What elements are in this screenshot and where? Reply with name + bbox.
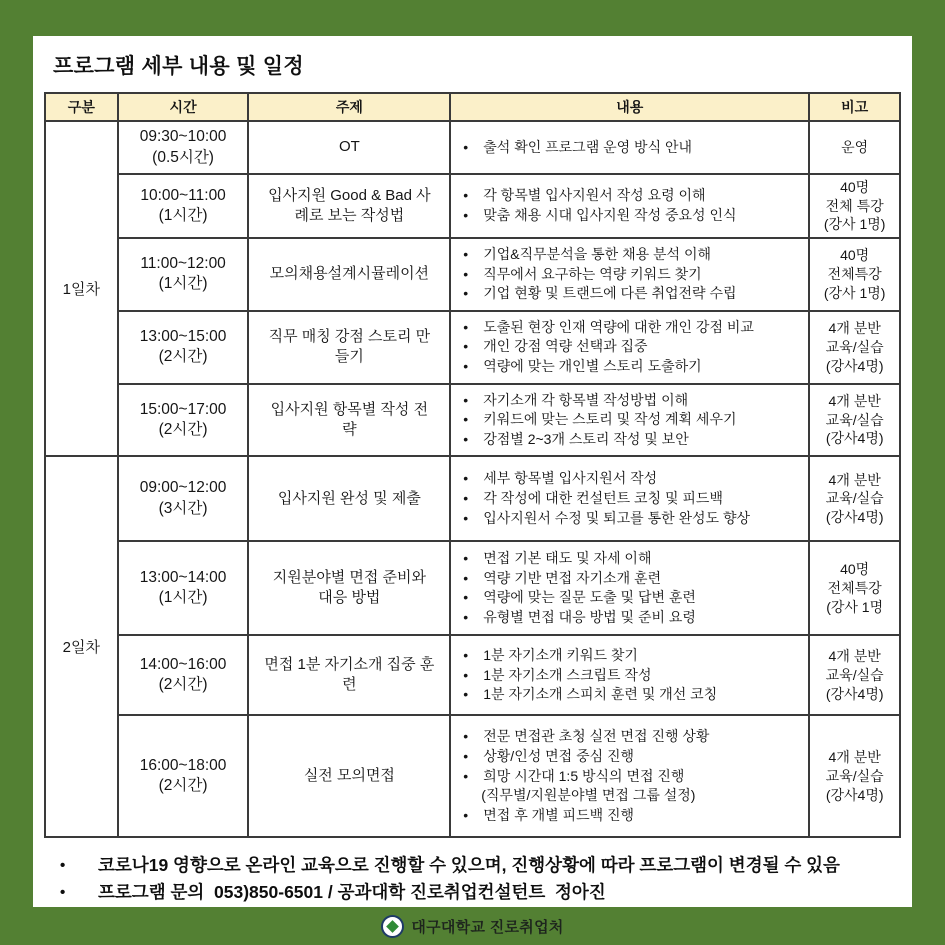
- content-cell: [450, 121, 809, 174]
- bullet-icon: •: [463, 138, 469, 155]
- day-cell: 2일차: [45, 456, 118, 837]
- content-item: [461, 357, 802, 377]
- remark-cell: [809, 311, 900, 384]
- bullet-icon: •: [463, 509, 469, 526]
- content-item: [461, 284, 802, 304]
- content-item: [461, 646, 802, 666]
- content-text: 세부 항목별 입사지원서 작성: [483, 470, 658, 487]
- time-line: 10:00~11:00: [140, 186, 226, 204]
- bullet-icon: •: [463, 430, 469, 447]
- remark-line: (강사 1명: [826, 598, 884, 615]
- time-line: (3시간): [158, 499, 208, 517]
- page-title: 프로그램 세부 내용 및 일정: [53, 55, 304, 78]
- bullet-icon: •: [463, 550, 469, 567]
- bullet-icon: •: [463, 569, 469, 586]
- bullet-icon: •: [463, 338, 469, 355]
- header-content: 내용: [450, 93, 809, 121]
- remark-cell: [809, 541, 900, 635]
- content-item: [461, 588, 802, 608]
- content-item: [461, 265, 802, 285]
- remark-cell: [809, 635, 900, 715]
- remark-line: 교육/실습: [825, 490, 884, 507]
- content-text: 각 항목별 입사지원서 작성 요령 이해: [483, 187, 706, 204]
- remark-line: 전체특강: [827, 579, 882, 596]
- time-line: 14:00~16:00: [139, 655, 227, 673]
- content-item: [461, 608, 802, 628]
- content-text: 면접 후 개별 피드백 진행: [483, 806, 635, 823]
- content-text: 유형별 면접 대응 방법 및 준비 요령: [483, 608, 696, 625]
- schedule-row: [45, 541, 900, 635]
- remark-line: (강사 1명): [823, 284, 886, 301]
- content-text: 희망 시간대 1:5 방식의 면접 진행: [483, 767, 685, 784]
- content-item: [461, 318, 802, 338]
- remark-line: 교육/실습: [825, 338, 884, 355]
- content-item: [461, 727, 802, 747]
- header-row: [45, 93, 900, 121]
- schedule-row: [45, 238, 900, 311]
- content-text: 면접 기본 태도 및 자세 이해: [483, 550, 652, 567]
- time-line: 13:00~15:00: [139, 327, 227, 345]
- content-text: 역량에 맞는 개인별 스토리 도출하기: [483, 357, 702, 374]
- remark-line: (강사4명): [825, 430, 884, 447]
- topic-cell: 면접 1분 자기소개 집중 훈련: [248, 635, 450, 715]
- content-item: [461, 747, 802, 767]
- document-page: [33, 36, 912, 907]
- content-cell: [450, 635, 809, 715]
- time-line: 15:00~17:00: [139, 400, 227, 418]
- content-cell: [450, 541, 809, 635]
- content-text: 자기소개 각 항목별 작성방법 이해: [483, 391, 689, 408]
- bullet-icon: •: [463, 246, 469, 262]
- footnote-item: [56, 879, 901, 906]
- content-cell: [450, 384, 809, 457]
- content-item: [461, 391, 802, 411]
- topic-cell: 지원분야별 면접 준비와 대응 방법: [248, 541, 450, 635]
- schedule-table: [44, 92, 901, 838]
- content-text: 역량에 맞는 질문 도출 및 답변 훈련: [483, 589, 696, 606]
- bullet-icon: •: [463, 686, 469, 703]
- schedule-row: [45, 635, 900, 715]
- time-cell: [118, 456, 249, 541]
- content-item: [461, 245, 802, 265]
- time-cell: [118, 635, 249, 715]
- remark-line: (강사4명): [825, 509, 884, 526]
- content-item: [461, 569, 802, 589]
- remark-line: 교육/실습: [825, 666, 884, 683]
- bullet-icon: •: [463, 608, 469, 625]
- remark-cell: [809, 456, 900, 541]
- bullet-icon: •: [463, 767, 469, 784]
- content-cell: [450, 715, 809, 837]
- remark-line: (강사 1명): [823, 216, 886, 233]
- bullet-icon: •: [463, 728, 469, 745]
- content-cell: [450, 238, 809, 311]
- topic-cell: 직무 매칭 강점 스토리 만들기: [248, 311, 450, 384]
- content-item: [461, 509, 802, 529]
- content-item: [461, 549, 802, 569]
- university-emblem-icon: [381, 915, 404, 938]
- remark-cell: [809, 715, 900, 837]
- content-item: [461, 430, 802, 450]
- bullet-icon: •: [60, 884, 66, 902]
- time-line: 16:00~18:00: [139, 756, 227, 774]
- time-line: 09:00~12:00: [139, 479, 227, 497]
- remark-line: 4개 분반: [828, 648, 881, 664]
- time-cell: [118, 121, 249, 174]
- remark-line: 운영: [841, 139, 869, 156]
- content-text: 전문 면접관 초청 실전 면접 진행 상황: [483, 728, 710, 745]
- remark-cell: [809, 384, 900, 457]
- time-cell: [118, 174, 249, 238]
- footnote-text: 코로나19 영향으로 온라인 교육으로 진행할 수 있으며, 진행상황에 따라 프로그램이 변경될 수 있음: [98, 855, 840, 876]
- time-line: (2시간): [158, 420, 208, 438]
- bullet-icon: •: [463, 646, 469, 663]
- bullet-icon: •: [463, 207, 469, 223]
- time-line: (1시간): [158, 207, 208, 224]
- content-item: [461, 786, 802, 806]
- time-line: 13:00~14:00: [139, 568, 227, 586]
- time-cell: [118, 715, 249, 837]
- content-text: 1분 자기소개 스피치 훈련 및 개선 코칭: [483, 686, 718, 703]
- bullet-icon: •: [463, 391, 469, 408]
- content-text: 상황/인성 면접 중심 진행: [483, 747, 635, 764]
- remark-line: 교육/실습: [825, 767, 884, 784]
- footer: [0, 915, 945, 938]
- bullet-icon: •: [463, 589, 469, 606]
- remark-line: 전체특강: [827, 265, 882, 282]
- topic-cell: 입사지원 Good & Bad 사례로 보는 작성법: [248, 174, 450, 238]
- remark-line: 4개 분반: [828, 319, 881, 336]
- remark-line: (강사4명): [825, 685, 884, 702]
- time-line: (2시간): [158, 348, 208, 366]
- content-text: 개인 강점 역량 선택과 집중: [483, 338, 648, 355]
- remark-line: 4개 분반: [828, 471, 881, 488]
- content-text: 입사지원서 수정 및 퇴고를 통한 완성도 향상: [483, 509, 751, 526]
- footnote-item: [56, 852, 901, 879]
- time-line: (1시간): [158, 275, 208, 293]
- content-item: [461, 666, 802, 686]
- time-cell: [118, 384, 249, 457]
- remark-cell: [809, 238, 900, 311]
- bullet-icon: •: [463, 747, 469, 764]
- time-cell: [118, 541, 249, 635]
- content-cell: [450, 311, 809, 384]
- content-text: 도출된 현장 인재 역량에 대한 개인 강점 비교: [483, 318, 754, 335]
- content-text: 기업 현황 및 트랜드에 다른 취업전략 수립: [483, 285, 737, 302]
- header-topic: 주제: [248, 93, 450, 121]
- content-item: [461, 469, 802, 489]
- remark-line: 4개 분반: [828, 392, 881, 409]
- emblem-diamond: [386, 920, 399, 933]
- bullet-icon: •: [463, 490, 469, 507]
- bullet-icon: •: [60, 857, 66, 875]
- remark-line: 40명: [840, 247, 870, 264]
- schedule-row: [45, 715, 900, 837]
- bullet-icon: •: [463, 666, 469, 683]
- time-line: (2시간): [158, 676, 208, 694]
- bullet-icon: •: [463, 470, 469, 487]
- content-cell: [450, 174, 809, 238]
- time-cell: [118, 238, 249, 311]
- footnotes: [44, 852, 901, 906]
- content-item: [461, 410, 802, 430]
- content-item: [461, 685, 802, 705]
- remark-cell: [809, 121, 900, 174]
- content-text: 출석 확인 프로그램 운영 방식 안내: [483, 138, 693, 155]
- header-time: 시간: [118, 93, 249, 121]
- footnote-text: 프로그램 문의 053)850-6501 / 공과대학 진로취업컨설턴트 정아진: [98, 882, 606, 903]
- content-cell: [450, 456, 809, 541]
- schedule-row: [45, 384, 900, 457]
- schedule-row: [45, 174, 900, 238]
- footer-label: 대구대학교 진로취업처: [411, 919, 564, 936]
- remark-line: 전체 특강: [825, 197, 884, 214]
- content-text: 1분 자기소개 키워드 찾기: [483, 646, 638, 663]
- schedule-row: [45, 456, 900, 541]
- content-item: [461, 767, 802, 787]
- remark-line: 4개 분반: [828, 749, 881, 765]
- time-line: (1시간): [158, 589, 208, 607]
- bullet-icon: •: [463, 806, 469, 823]
- remark-line: (강사4명): [825, 786, 884, 803]
- content-text: 각 작성에 대한 컨설턴트 코칭 및 피드백: [483, 490, 723, 507]
- content-item: [461, 337, 802, 357]
- remark-line: (강사4명): [825, 357, 884, 374]
- content-text: 강점별 2~3개 스토리 작성 및 보안: [483, 430, 689, 447]
- remark-line: 40명: [840, 178, 870, 195]
- time-cell: [118, 311, 249, 384]
- content-text: 키워드에 맞는 스토리 및 작성 계획 세우기: [483, 411, 737, 428]
- content-item: [461, 806, 802, 826]
- content-text: 역량 기반 면접 자기소개 훈련: [483, 569, 662, 586]
- schedule-row: [45, 311, 900, 384]
- time-line: 11:00~12:00: [140, 254, 226, 272]
- day-cell: 1일차: [45, 121, 118, 456]
- header-category: 구분: [45, 93, 118, 121]
- remark-line: 40명: [840, 561, 870, 577]
- topic-cell: 실전 모의면접: [248, 715, 450, 837]
- content-item: [461, 206, 802, 226]
- remark-line: 교육/실습: [825, 411, 884, 428]
- time-line: (0.5시간): [152, 148, 214, 166]
- content-item: [461, 489, 802, 509]
- time-line: (2시간): [158, 777, 208, 795]
- content-text: 직무에서 요구하는 역량 키워드 찾기: [483, 265, 702, 282]
- bullet-icon: •: [463, 285, 469, 302]
- bullet-icon: •: [463, 357, 469, 374]
- bullet-icon: •: [463, 187, 469, 204]
- bullet-icon: •: [463, 411, 469, 428]
- header-remark: 비고: [809, 93, 900, 121]
- schedule-row: [45, 121, 900, 174]
- content-item: [461, 186, 802, 206]
- content-text: 기업&직무분석을 통한 채용 분석 이해: [483, 246, 712, 262]
- bullet-icon: •: [463, 265, 469, 282]
- topic-cell: 입사지원 항목별 작성 전략: [248, 384, 450, 457]
- bullet-icon: •: [463, 318, 469, 335]
- topic-cell: 모의채용설계시뮬레이션: [248, 238, 450, 311]
- content-text: (직무별/지원분야별 면접 그룹 설정): [481, 787, 696, 804]
- content-text: 1분 자기소개 스크립트 작성: [483, 666, 652, 683]
- remark-cell: [809, 174, 900, 238]
- topic-cell: 입사지원 완성 및 제출: [248, 456, 450, 541]
- time-line: 09:30~10:00: [139, 128, 227, 146]
- topic-cell: OT: [248, 121, 450, 174]
- content-text: 맞춤 채용 시대 입사지원 작성 중요성 인식: [483, 207, 737, 223]
- content-item: [461, 138, 802, 158]
